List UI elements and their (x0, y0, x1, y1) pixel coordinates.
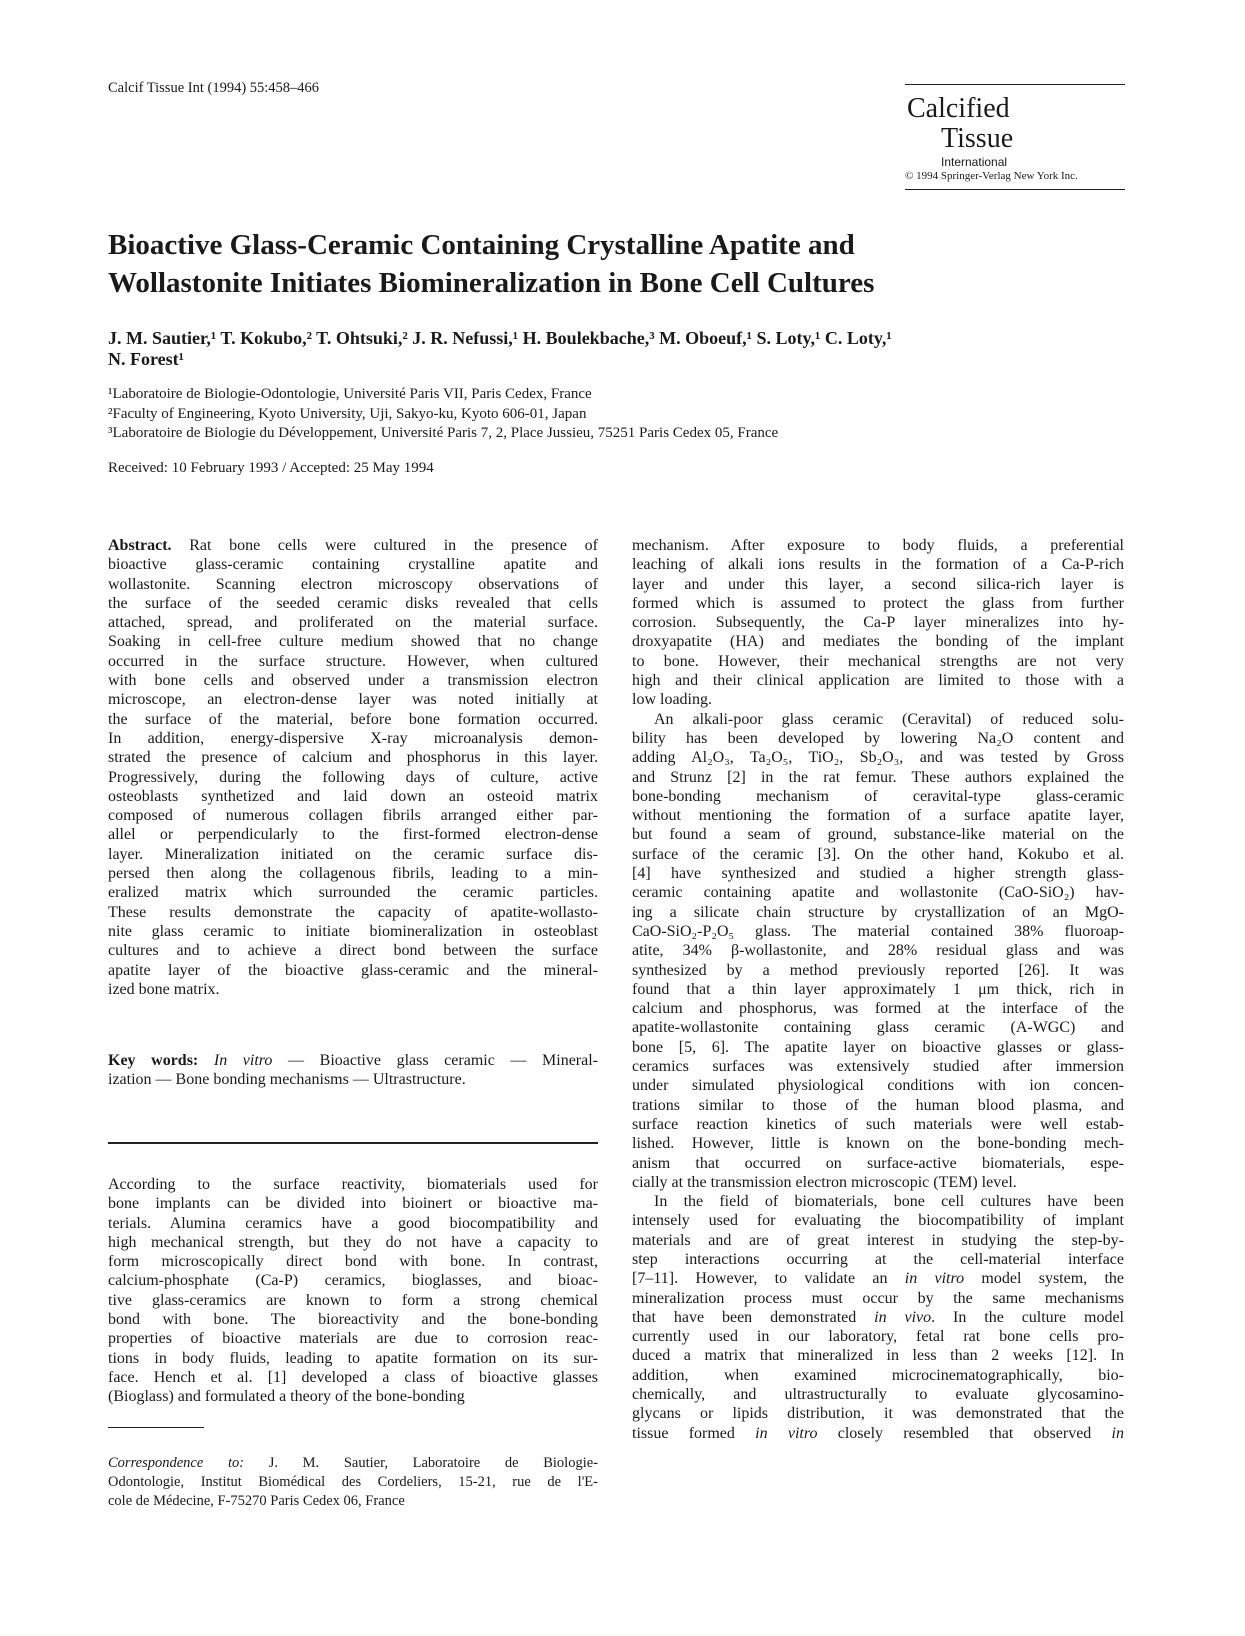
introduction-text (108, 1175, 598, 1407)
abstract-line: apatite layer of the bioactive glass-ceramic and the mineral- (108, 961, 598, 979)
paragraph-line: leaching of alkali ions results in the formation of a Ca-P-rich (632, 556, 1124, 574)
paragraph-line: surface reaction kinetics of such materials were well estab- (632, 1115, 1124, 1133)
abstract-line: Progressively, during the following days of culture, active (108, 768, 598, 786)
paragraph-line: CaO-SiO₂-P₂O₅ glass. The material contained 38% fluoroap- (632, 922, 1124, 940)
author-line: N. Forest¹ (108, 349, 185, 369)
paragraph-line: under simulated physiological conditions with ion concen- (632, 1077, 1124, 1095)
paragraph-line: atite, 34% β-wollastonite, and 28% residual glass and was (632, 942, 1124, 960)
paragraph-line: anism that occurred on surface-active biomaterials, espe- (632, 1154, 1124, 1172)
paragraph-line: apatite-wollastonite containing glass ceramic (A-WGC) and (632, 1019, 1124, 1037)
affiliation: ¹Laboratoire de Biologie-Odontologie, Université Paris VII, Paris Cedex, France (108, 386, 592, 402)
abstract-line: the surface of the material, before bone formation occurred. (108, 710, 598, 728)
abstract-line: eralized matrix which surrounded the ceramic particles. (108, 884, 598, 902)
paragraph-line: without mentioning the formation of a surface apatite layer, (632, 807, 1124, 825)
abstract-line: Abstract. Rat bone cells were cultured in the presence of (108, 537, 598, 554)
abstract-line: persed then along the collagenous fibrils, leading to a min- (108, 865, 598, 883)
paragraph-line: ceramics surfaces was extensively studied after immersion (632, 1058, 1124, 1076)
paragraph-line: mineralization process must occur by the same mechanisms (632, 1289, 1124, 1307)
intro-line: According to the surface reactivity, biomaterials used for (108, 1176, 598, 1193)
affiliation: ³Laboratoire de Biologie du Développement, Université Paris 7, 2, Place Jussieu, 75251 Paris Cedex 05, France (108, 425, 779, 441)
paragraph-line: to bone. However, their mechanical strengths are not very (632, 652, 1124, 670)
journal-citation: Calcif Tissue Int (1994) 55:458–466 (108, 80, 320, 96)
paragraph-line: and Strunz [2] in the rat femur. These authors explained the (632, 768, 1124, 786)
paragraph-line: bone-bonding mechanism of ceravital-type glass-ceramic (632, 787, 1124, 805)
title-line: Wollastonite Initiates Biomineralization in Bone Cell Cultures (108, 267, 875, 299)
paragraph-line: In the field of biomaterials, bone cell cultures have been (654, 1193, 1124, 1211)
journal-subtitle: International (941, 155, 1008, 169)
journal-name-line2: Tissue (941, 123, 1014, 154)
paragraph-line: synthesized by a method previously reported [26]. It was (632, 961, 1124, 979)
paragraph-line: glycans or lipids distribution, it was demonstrated that the (632, 1405, 1124, 1423)
paragraph-line: that have been demonstrated in vivo. In the culture model (632, 1308, 1124, 1326)
paragraph-line: formed which is assumed to protect the glass from further (632, 594, 1124, 612)
author-list (108, 328, 1128, 370)
paragraph-line: surface of the ceramic [3]. On the other hand, Kokubo et al. (632, 845, 1124, 863)
abstract-line: microscope, an electron-dense layer was noted initially at (108, 691, 598, 709)
abstract-line: composed of numerous collagen fibrils arranged either par- (108, 807, 598, 825)
intro-line: terials. Alumina ceramics have a good biocompatibility and (108, 1214, 598, 1232)
intro-line: tive glass-ceramics are known to form a strong chemical (108, 1291, 598, 1309)
abstract-line: nite glass ceramic to initiate biomineralization in osteoblast (108, 922, 598, 940)
paragraph-line: low loading. (632, 691, 712, 709)
paragraph-line: adding Al₂O₃, Ta₂O₅, TiO₂, Sb₂O₃, and was tested by Gross (632, 749, 1124, 767)
abstract-line: strated the presence of calcium and phosphorus in this layer. (108, 749, 598, 767)
abstract-line: occurred in the surface structure. However, when cultured (108, 652, 598, 670)
paragraph-line: calcium and phosphorus, was formed at the interface of the (632, 1000, 1124, 1018)
abstract-line: the surface of the seeded ceramic disks revealed that cells (108, 594, 598, 612)
title-line: Bioactive Glass-Ceramic Containing Crystalline Apatite and (108, 229, 855, 261)
keywords-line: ization — Bone bonding mechanisms — Ultrastructure. (108, 1071, 466, 1089)
paragraph-line: mechanism. After exposure to body fluids, a preferential (632, 537, 1124, 554)
paragraph-line: currently used in our laboratory, fetal rat bone cells pro- (632, 1328, 1124, 1346)
abstract (108, 536, 598, 999)
abstract-line: These results demonstrate the capacity of apatite-wollasto- (108, 903, 598, 921)
abstract-line: ized bone matrix. (108, 980, 220, 998)
keywords-label: Key words: (108, 1052, 199, 1069)
paragraph-line: materials and are of great interest in studying the step-by- (632, 1231, 1124, 1249)
paragraph-line: intensely used for evaluating the biocompatibility of implant (632, 1212, 1124, 1230)
received-accepted-dates: Received: 10 February 1993 / Accepted: 25 May 1994 (108, 460, 434, 476)
paragraph-line: ing a silicate chain structure by crystallization of an MgO- (632, 903, 1124, 921)
paragraph-line: but found a seam of ground, substance-like material on the (632, 826, 1124, 844)
header-rule-top (905, 84, 1125, 85)
abstract-line: layer. Mineralization initiated on the ceramic surface dis- (108, 845, 598, 863)
abstract-line: wollastonite. Scanning electron microscopy observations of (108, 575, 598, 593)
paragraph-line: ceramic containing apatite and wollastonite (CaO-SiO₂) hav- (632, 884, 1124, 902)
copyright-notice: © 1994 Springer-Verlag New York Inc. (905, 170, 1078, 182)
header-rule-bottom (905, 189, 1125, 190)
intro-line: bone implants can be divided into bioinert or bioactive ma- (108, 1195, 598, 1213)
paragraph-line: lished. However, little is known on the bone-bonding mech- (632, 1135, 1124, 1153)
paragraph-line: chemically, and ultrastructurally to evaluate glycosamino- (632, 1386, 1124, 1404)
paragraph-line: cially at the transmission electron microscopic (TEM) level. (632, 1173, 1017, 1191)
intro-line: bond with bone. The bioreactivity and the bone-bonding (108, 1311, 598, 1329)
intro-line: form microscopically direct bond with bone. In contrast, (108, 1253, 598, 1271)
paragraph-line: droxyapatite (HA) and mediates the bonding of the implant (632, 633, 1124, 651)
abstract-line: In addition, energy-dispersive X-ray microanalysis demon- (108, 729, 598, 747)
intro-line: calcium-phosphate (Ca-P) ceramics, bioglasses, and bioac- (108, 1272, 598, 1290)
journal-name-line1: Calcified (907, 93, 1010, 124)
paragraph-line: trations similar to those of the human blood plasma, and (632, 1096, 1124, 1114)
paragraph-line: [4] have synthesized and studied a higher strength glass- (632, 865, 1124, 883)
journal-logo (905, 94, 1125, 154)
abstract-line: bioactive glass-ceramic containing crystalline apatite and (108, 556, 598, 574)
abstract-line: cultures and to achieve a direct bond between the surface (108, 942, 598, 960)
paragraph-line: bility has been developed by lowering Na₂O content and (632, 729, 1124, 747)
intro-line: tions in body fluids, leading to apatite formation on its sur- (108, 1349, 598, 1367)
paragraph-line: layer and under this layer, a second silica-rich layer is (632, 575, 1124, 593)
abstract-line: Soaking in cell-free culture medium showed that no change (108, 633, 598, 651)
paragraph-line: tissue formed in vitro closely resembled that observed in (632, 1424, 1124, 1442)
correspondence-footnote: Correspondence to: J. M. Sautier, Laboratoire de Biologie- Odontologie, Institut Biomédical des Cordeliers, 15-21, rue de l'E- cole de Médecine, F-75270 Paris Cedex 06, France (108, 1455, 598, 1509)
affiliation: ²Faculty of Engineering, Kyoto University, Uji, Sakyo-ku, Kyoto 606-01, Japan (108, 405, 587, 422)
right-column-text (632, 536, 1124, 1443)
paragraph-line: [7–11]. However, to validate an in vitro model system, the (632, 1270, 1124, 1288)
keywords-line: Key words: In vitro — Bioactive glass ceramic — Mineral- (108, 1052, 598, 1069)
intro-line: (Bioglass) and formulated a theory of the bone-bonding (108, 1388, 465, 1406)
abstract-label: Abstract. (108, 537, 172, 554)
paragraph-line: An alkali-poor glass ceramic (Ceravital) of reduced solu- (654, 710, 1124, 728)
paragraph-line: duced a matrix that mineralized in less than 2 weeks [12]. In (632, 1347, 1124, 1365)
author-line: J. M. Sautier,¹ T. Kokubo,² T. Ohtsuki,² J. R. Nefussi,¹ H. Boulekbache,³ M. Oboeuf,¹ S. Loty,¹ C. Loty,¹ (108, 328, 892, 348)
intro-line: properties of bioactive materials are due to corrosion reac- (108, 1330, 598, 1348)
paragraph-line: found that a thin layer approximately 1 μm thick, rich in (632, 980, 1124, 998)
paragraph-line: bone [5, 6]. The apatite layer on bioactive glasses or glass- (632, 1038, 1124, 1056)
intro-line: high mechanical strength, but they do not have a capacity to (108, 1233, 598, 1251)
footnote-rule (108, 1427, 204, 1428)
abstract-line: with bone cells and observed under a transmission electron (108, 672, 598, 690)
affiliations (108, 385, 1128, 444)
correspondence-label: Correspondence to: (108, 1455, 245, 1471)
paragraph-line: corrosion. Subsequently, the Ca-P layer mineralizes into hy- (632, 614, 1124, 632)
article-title (108, 226, 1128, 302)
section-rule (108, 1142, 598, 1144)
paragraph-line: addition, when examined microcinematographically, bio- (632, 1366, 1124, 1384)
abstract-line: attached, spread, and proliferated on the material surface. (108, 614, 598, 632)
abstract-line: allel or perpendicularly to the first-formed electron-dense (108, 826, 598, 844)
keywords (108, 1051, 598, 1090)
paragraph-line: step interactions occurring at the cell-material interface (632, 1250, 1124, 1268)
paragraph-line: high and their clinical application are limited to those with a (632, 672, 1124, 690)
intro-line: face. Hench et al. [1] developed a class of bioactive glasses (108, 1368, 598, 1386)
abstract-line: osteoblasts synthetized and laid down an osteoid matrix (108, 787, 598, 805)
